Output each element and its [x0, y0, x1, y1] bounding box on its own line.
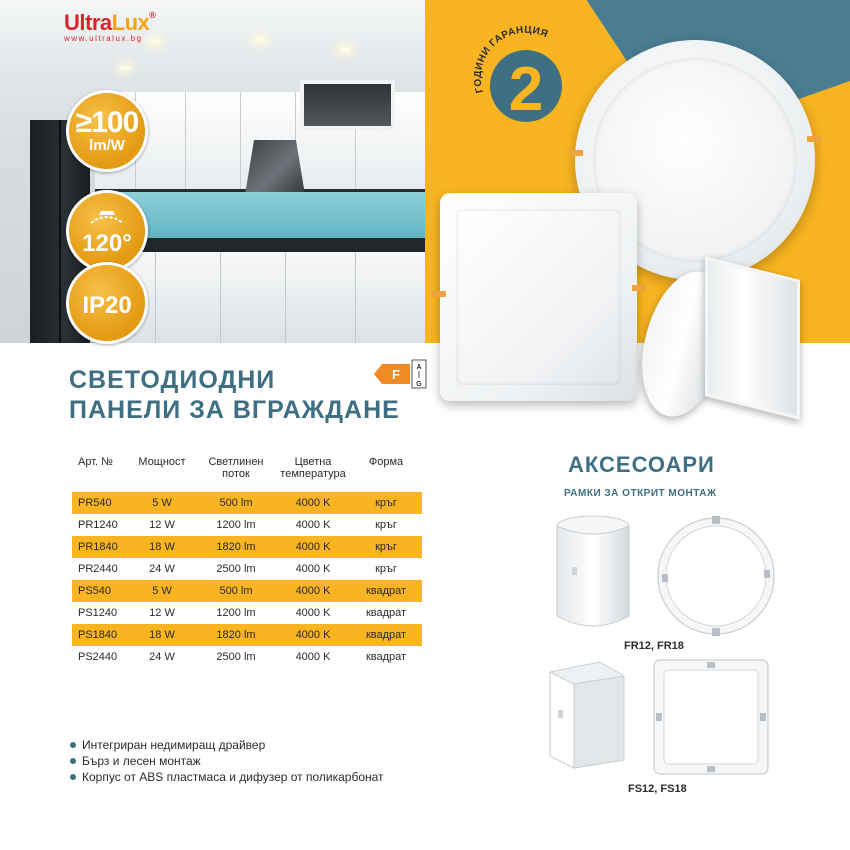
kitchen-photo [0, 0, 425, 343]
spring-clip [807, 136, 821, 142]
product-table [72, 456, 422, 668]
cell-temperature: 4000 K [295, 563, 331, 575]
round-frame-label: FR12, FR18 [624, 640, 684, 652]
table-row [72, 558, 422, 580]
efficacy-badge [66, 90, 148, 172]
cell-power: 5 W [152, 585, 172, 597]
cell-article: PR2440 [78, 563, 118, 575]
efficacy-value: ≥100 [75, 106, 139, 139]
cell-power: 12 W [149, 607, 175, 619]
cell-temperature: 4000 K [295, 541, 331, 553]
bullet-icon [70, 774, 76, 780]
cell-article: PS1240 [78, 607, 118, 619]
feature-list [70, 737, 384, 785]
cell-shape: квадрат [365, 629, 407, 641]
ceiling-downlight [340, 48, 350, 52]
logo-url: www.ultralux.bg [64, 34, 143, 43]
cell-article: PS1840 [78, 629, 118, 641]
cell-shape: кръг [375, 541, 397, 553]
cell-flux: 2500 lm [216, 651, 256, 663]
table-row [72, 580, 422, 602]
cell-power: 24 W [149, 563, 175, 575]
table-row [72, 514, 422, 536]
ip-rating-badge [66, 262, 148, 344]
table-header [72, 456, 422, 492]
cell-temperature: 4000 K [295, 629, 331, 641]
cell-shape: кръг [375, 563, 397, 575]
cell-power: 18 W [149, 629, 175, 641]
cell-shape: квадрат [365, 585, 407, 597]
logo-trademark: ® [149, 10, 156, 20]
beam-angle-icon [85, 207, 129, 225]
spring-clip [569, 150, 583, 156]
table-row [72, 602, 422, 624]
round-frame-front-image [652, 512, 780, 640]
range-hood [245, 140, 305, 195]
cell-flux: 500 lm [219, 585, 253, 597]
cell-flux: 1820 lm [216, 629, 256, 641]
header-luminous-flux: Светлинен поток [208, 456, 264, 480]
cell-temperature: 4000 K [295, 585, 331, 597]
page-title [69, 365, 400, 425]
energy-class-letter: F [392, 367, 400, 382]
table-row [72, 536, 422, 558]
header-shape: Форма [368, 456, 404, 468]
cell-shape: квадрат [365, 651, 407, 663]
feature-text: Корпус от ABS пластмаса и дифузер от поликарбонат [82, 770, 384, 784]
header-power: Мощност [138, 456, 186, 468]
cell-power: 5 W [152, 497, 172, 509]
cell-article: PR1840 [78, 541, 118, 553]
square-frame-side-image [540, 660, 630, 770]
table-row [72, 492, 422, 514]
beam-angle-value: 120° [82, 230, 132, 257]
cell-shape: кръг [375, 497, 397, 509]
efficacy-unit: lm/W [89, 137, 125, 154]
feature-text: Интегриран недимиращ драйвер [82, 738, 266, 752]
cell-power: 18 W [149, 541, 175, 553]
cell-flux: 500 lm [219, 497, 253, 509]
ip-rating-value: IP20 [82, 292, 132, 319]
spring-clip [632, 285, 646, 291]
bullet-icon [70, 758, 76, 764]
feature-item [70, 737, 384, 753]
logo-wordmark [64, 10, 155, 36]
cell-temperature: 4000 K [295, 651, 331, 663]
table-row [72, 646, 422, 668]
cell-article: PS540 [78, 585, 112, 597]
square-panel-side-view [705, 256, 800, 420]
cell-article: PR540 [78, 497, 112, 509]
cell-shape: кръг [375, 519, 397, 531]
spring-clip [432, 291, 446, 297]
ceiling-downlight [255, 38, 265, 42]
cell-temperature: 4000 K [295, 607, 331, 619]
logo-word-lux: Lux [111, 10, 150, 35]
ceiling-downlight [120, 66, 130, 70]
cell-temperature: 4000 K [295, 519, 331, 531]
cell-flux: 2500 lm [216, 563, 256, 575]
energy-scale-top: A [416, 364, 422, 371]
square-frame-front-image [650, 656, 772, 778]
beam-angle-badge [66, 190, 148, 272]
logo-word-ultra: Ultra [64, 10, 112, 35]
accessories-subtitle: РАМКИ ЗА ОТКРИТ МОНТАЖ [564, 488, 717, 499]
round-frame-side-image [548, 512, 638, 636]
feature-text: Бърз и лесен монтаж [82, 754, 201, 768]
cell-article: PS2440 [78, 651, 118, 663]
title-line-2: ПАНЕЛИ ЗА ВГРАЖДАНЕ [69, 396, 400, 424]
cell-power: 24 W [149, 651, 175, 663]
square-frame-label: FS12, FS18 [628, 783, 687, 795]
cell-article: PR1240 [78, 519, 118, 531]
cell-shape: квадрат [365, 607, 407, 619]
table-row [72, 624, 422, 646]
feature-item [70, 753, 384, 769]
cell-power: 12 W [149, 519, 175, 531]
cell-flux: 1200 lm [216, 519, 256, 531]
feature-item [70, 769, 384, 785]
energy-class-label [372, 358, 432, 390]
square-panel-product [440, 193, 637, 401]
cell-flux: 1200 lm [216, 607, 256, 619]
energy-scale-bottom: G [416, 381, 422, 388]
bullet-icon [70, 742, 76, 748]
header-article: Арт. № [78, 456, 113, 468]
header-color-temperature: Цветна температура [280, 456, 346, 480]
glass-cabinet [300, 80, 395, 130]
cell-temperature: 4000 K [295, 497, 331, 509]
square-panel-diffuser [456, 209, 621, 385]
brand-logo [64, 10, 155, 43]
accessories-title: АКСЕСОАРИ [568, 452, 715, 477]
warranty-years: 2 [508, 55, 544, 124]
cell-flux: 1820 lm [216, 541, 256, 553]
warranty-text: ГОДИНИ ГАРАНЦИЯ [472, 24, 550, 95]
warranty-emblem [461, 14, 591, 144]
table-body [72, 492, 422, 668]
title-line-1: СВЕТОДИОДНИ [69, 366, 276, 394]
